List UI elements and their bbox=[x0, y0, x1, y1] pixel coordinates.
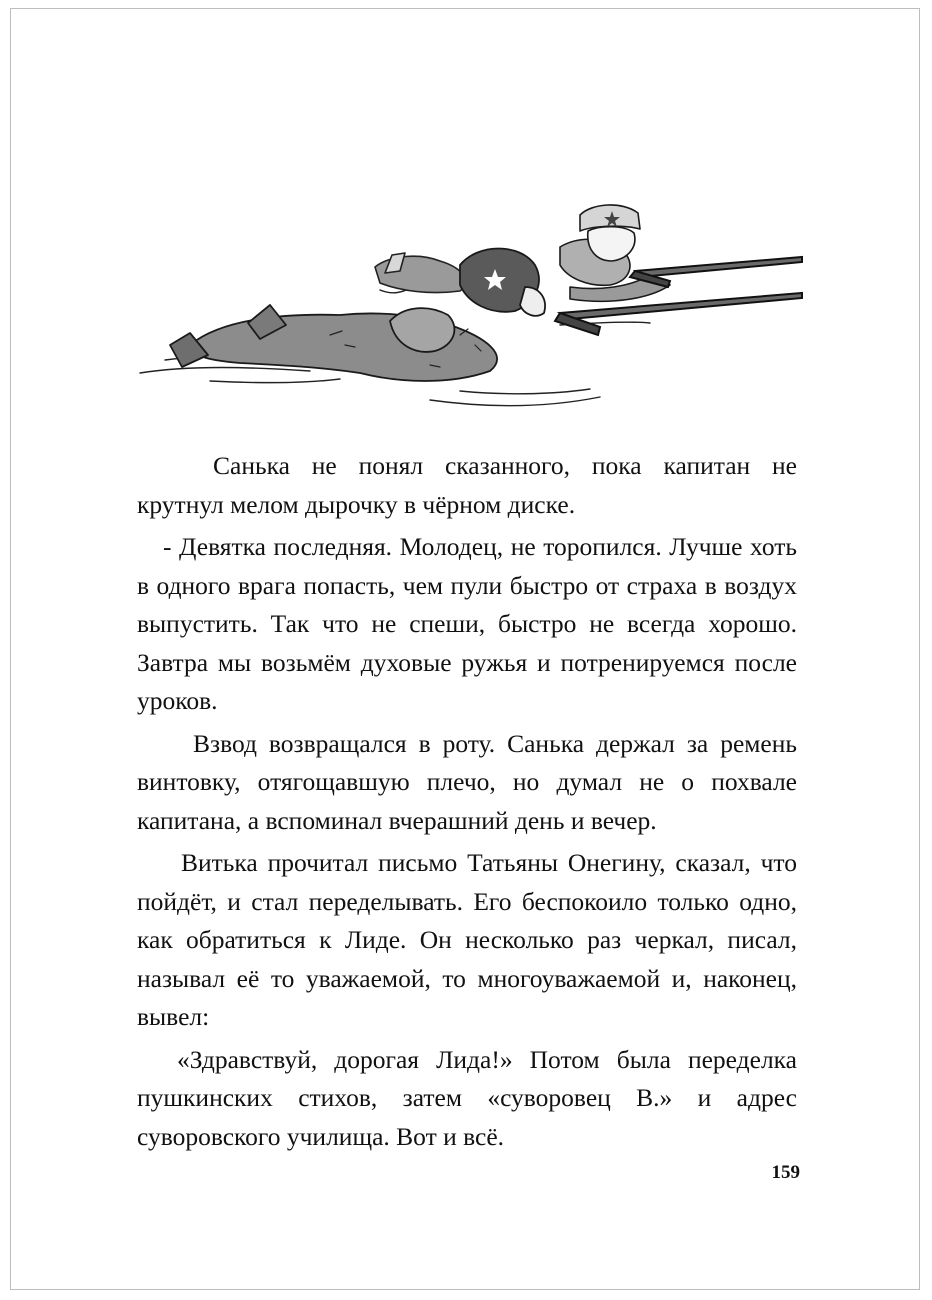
paragraph-3: Взвод возвращался в роту. Санька держал за ремень винтовку, отягощавшую плечо, но думал не о похвале капитана, а вспоминал вчерашний день и вечер. bbox=[137, 728, 797, 835]
illustration-soldiers-prone-with-rifles bbox=[130, 195, 810, 435]
paragraph-1: Санька не понял сказанного, пока капитан не крутнул мелом дырочку в чёрном диске. bbox=[137, 451, 797, 519]
paragraph-5: «Здравствуй, дорогая Лида!» Потом была переделка пушкинских стихов, затем «суворовец В.» и адрес суворовского училища. Вот и всё. bbox=[137, 1044, 797, 1151]
right-soldier bbox=[560, 205, 670, 301]
page-number: 159 bbox=[771, 1162, 800, 1183]
front-soldier bbox=[170, 249, 545, 382]
paragraph-2: - Девятка последняя. Молодец, не торопился. Лучше хоть в одного врага попасть, чем пули быстро от страха в воздух выпустить. Так что не спеши, быстро не всегда хорошо. Завтра мы возьмём духовые ружья и потренируемся после уроков. bbox=[137, 532, 797, 715]
paragraph-4: Витька прочитал письмо Татьяны Онегину, сказал, что пойдёт, и стал переделывать. Его беспокоило только одно, как обратиться к Лиде. Он несколько раз черкал, писал, называл её то уважаемой, то многоуважаемой и, наконец, вывел: bbox=[137, 848, 797, 1031]
rifle-right bbox=[630, 257, 802, 287]
back-soldier bbox=[375, 253, 466, 293]
body-text bbox=[137, 447, 797, 1156]
